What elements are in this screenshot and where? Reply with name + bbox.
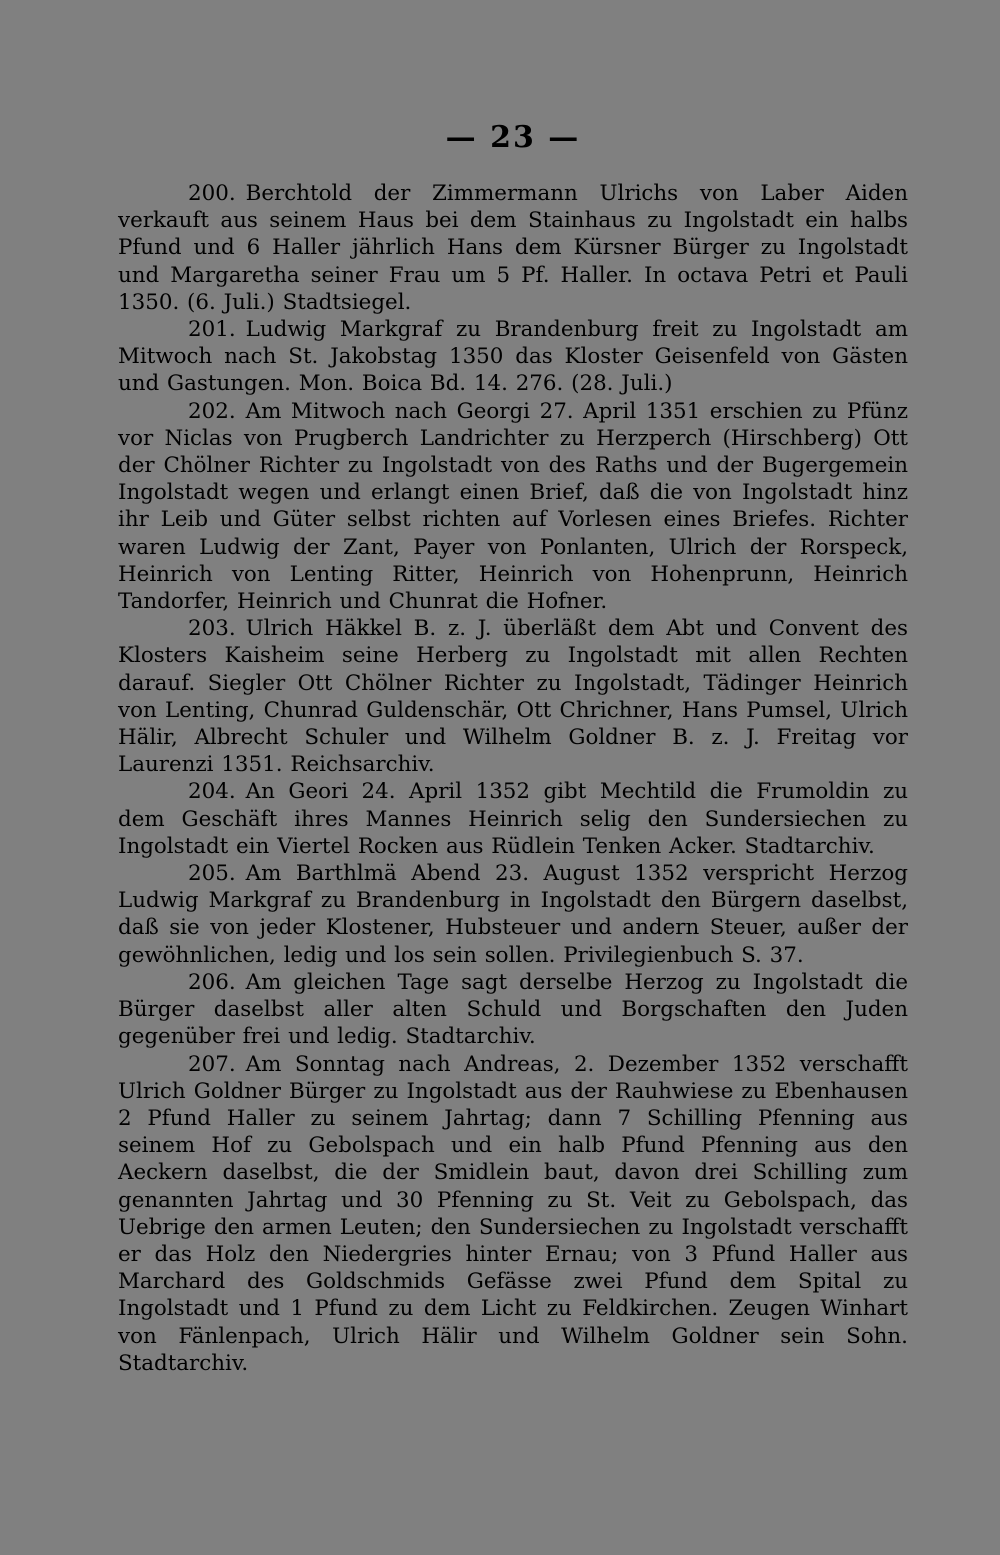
- entry-number: 202.: [188, 398, 236, 424]
- entry-200: [118, 180, 908, 316]
- entry-text: An Geori 24. April 1352 gibt Mechtild die Frumoldin zu dem Geschäft ihres Mannes Heinrich selig den Sundersiechen zu Ingolstadt ein Viertel Rocken aus Rüdlein Tenken Acker. Stadtarchiv.: [118, 779, 908, 859]
- entry-207: [118, 1051, 908, 1377]
- entry-number: 204.: [188, 779, 236, 805]
- entry-number: 203.: [188, 616, 236, 642]
- entry-number: 200.: [188, 181, 236, 206]
- entry-number: 205.: [188, 861, 236, 887]
- entry-text: Am Barthlmä Abend 23. August 1352 verspricht Herzog Ludwig Markgraf zu Brandenburg in Ingolstadt den Bürgern daselbst, daß sie von jeder Klostener, Hubsteuer und andern Steuer, außer der gewöhnlichen, ledig und los sein sollen. Privilegienbuch S. 37.: [118, 861, 908, 968]
- entry-203: [118, 615, 908, 778]
- entry-number: 206.: [188, 969, 236, 995]
- entry-text: Am Mitwoch nach Georgi 27. April 1351 erschien zu Pfünz vor Niclas von Prugberch Landrichter zu Herzperch (Hirschberg) Ott der Chölner Richter zu Ingolstadt von des Raths und der Bugergemein Ingolstadt wegen und erlangt einen Brief, daß die von Ingolstadt hinz ihr Leib und Güter selbst richten auf Vorlesen eines Briefes. Richter waren Ludwig der Zant, Payer von Ponlanten, Ulrich der Rorspeck, Heinrich von Lenting Ritter, Heinrich von Hohenprunn, Heinrich Tandorfer, Heinrich und Chunrat die Hofner.: [118, 398, 908, 615]
- entry-text: Berchtold der Zimmermann Ulrichs von Laber Aiden verkauft aus seinem Haus bei dem Stainhaus zu Ingolstadt ein halbs Pfund und 6 Haller jährlich Hans dem Kürsner Bürger zu Ingolstadt und Margaretha seiner Frau um 5 Pf. Haller. In octava Petri et Pauli 1350. (6. Juli.) Stadtsiegel.: [118, 181, 908, 315]
- entry-text: Am Sonntag nach Andreas, 2. Dezember 1352 verschafft Ulrich Goldner Bürger zu Ingolstadt aus der Rauhwiese zu Ebenhausen 2 Pfund Haller zu seinem Jahrtag; dann 7 Schilling Pfenning aus seinem Hof zu Gebolspach und ein halb Pfund Pfenning aus den Aeckern daselbst, die der Smidlein baut, davon drei Schilling zum genannten Jahrtag und 30 Pfenning zu St. Veit zu Gebolspach, das Uebrige den armen Leuten; den Sundersiechen zu Ingolstadt verschafft er das Holz den Niedergries hinter Ernau; von 3 Pfund Haller aus Marchard des Goldschmids Gefässe zwei Pfund dem Spital zu Ingolstadt und 1 Pfund zu dem Licht zu Feldkirchen. Zeugen Winhart von Fänlenpach, Ulrich Hälir und Wilhelm Goldner sein Sohn. Stadtarchiv.: [118, 1051, 908, 1376]
- entry-201: [118, 316, 908, 398]
- entry-202: [118, 398, 908, 616]
- entry-number: 201.: [188, 317, 236, 343]
- entry-205: [118, 860, 908, 969]
- page-number: — 23 —: [445, 120, 581, 155]
- entry-text: Ludwig Markgraf zu Brandenburg freit zu Ingolstadt am Mitwoch nach St. Jakobstag 1350 das Kloster Geisenfeld von Gästen und Gastungen. Mon. Boica Bd. 14. 276. (28. Juli.): [118, 317, 908, 397]
- entry-204: [118, 778, 908, 860]
- entry-text: Ulrich Häkkel B. z. J. überläßt dem Abt und Convent des Klosters Kaisheim seine Herberg zu Ingolstadt mit allen Rechten darauf. Siegler Ott Chölner Richter zu Ingolstadt, Tädinger Heinrich von Lenting, Chunrad Guldenschär, Ott Chrichner, Hans Pumsel, Ulrich Hälir, Albrecht Schuler und Wilhelm Goldner B. z. J. Freitag vor Laurenzi 1351. Reichsarchiv.: [118, 616, 908, 778]
- entry-text: Am gleichen Tage sagt derselbe Herzog zu Ingolstadt die Bürger daselbst aller alten Schuld und Borgschaften den Juden gegenüber frei und ledig. Stadtarchiv.: [118, 969, 908, 1050]
- entry-number: 207.: [188, 1051, 236, 1077]
- book-page: [118, 118, 908, 1377]
- entry-206: [118, 969, 908, 1051]
